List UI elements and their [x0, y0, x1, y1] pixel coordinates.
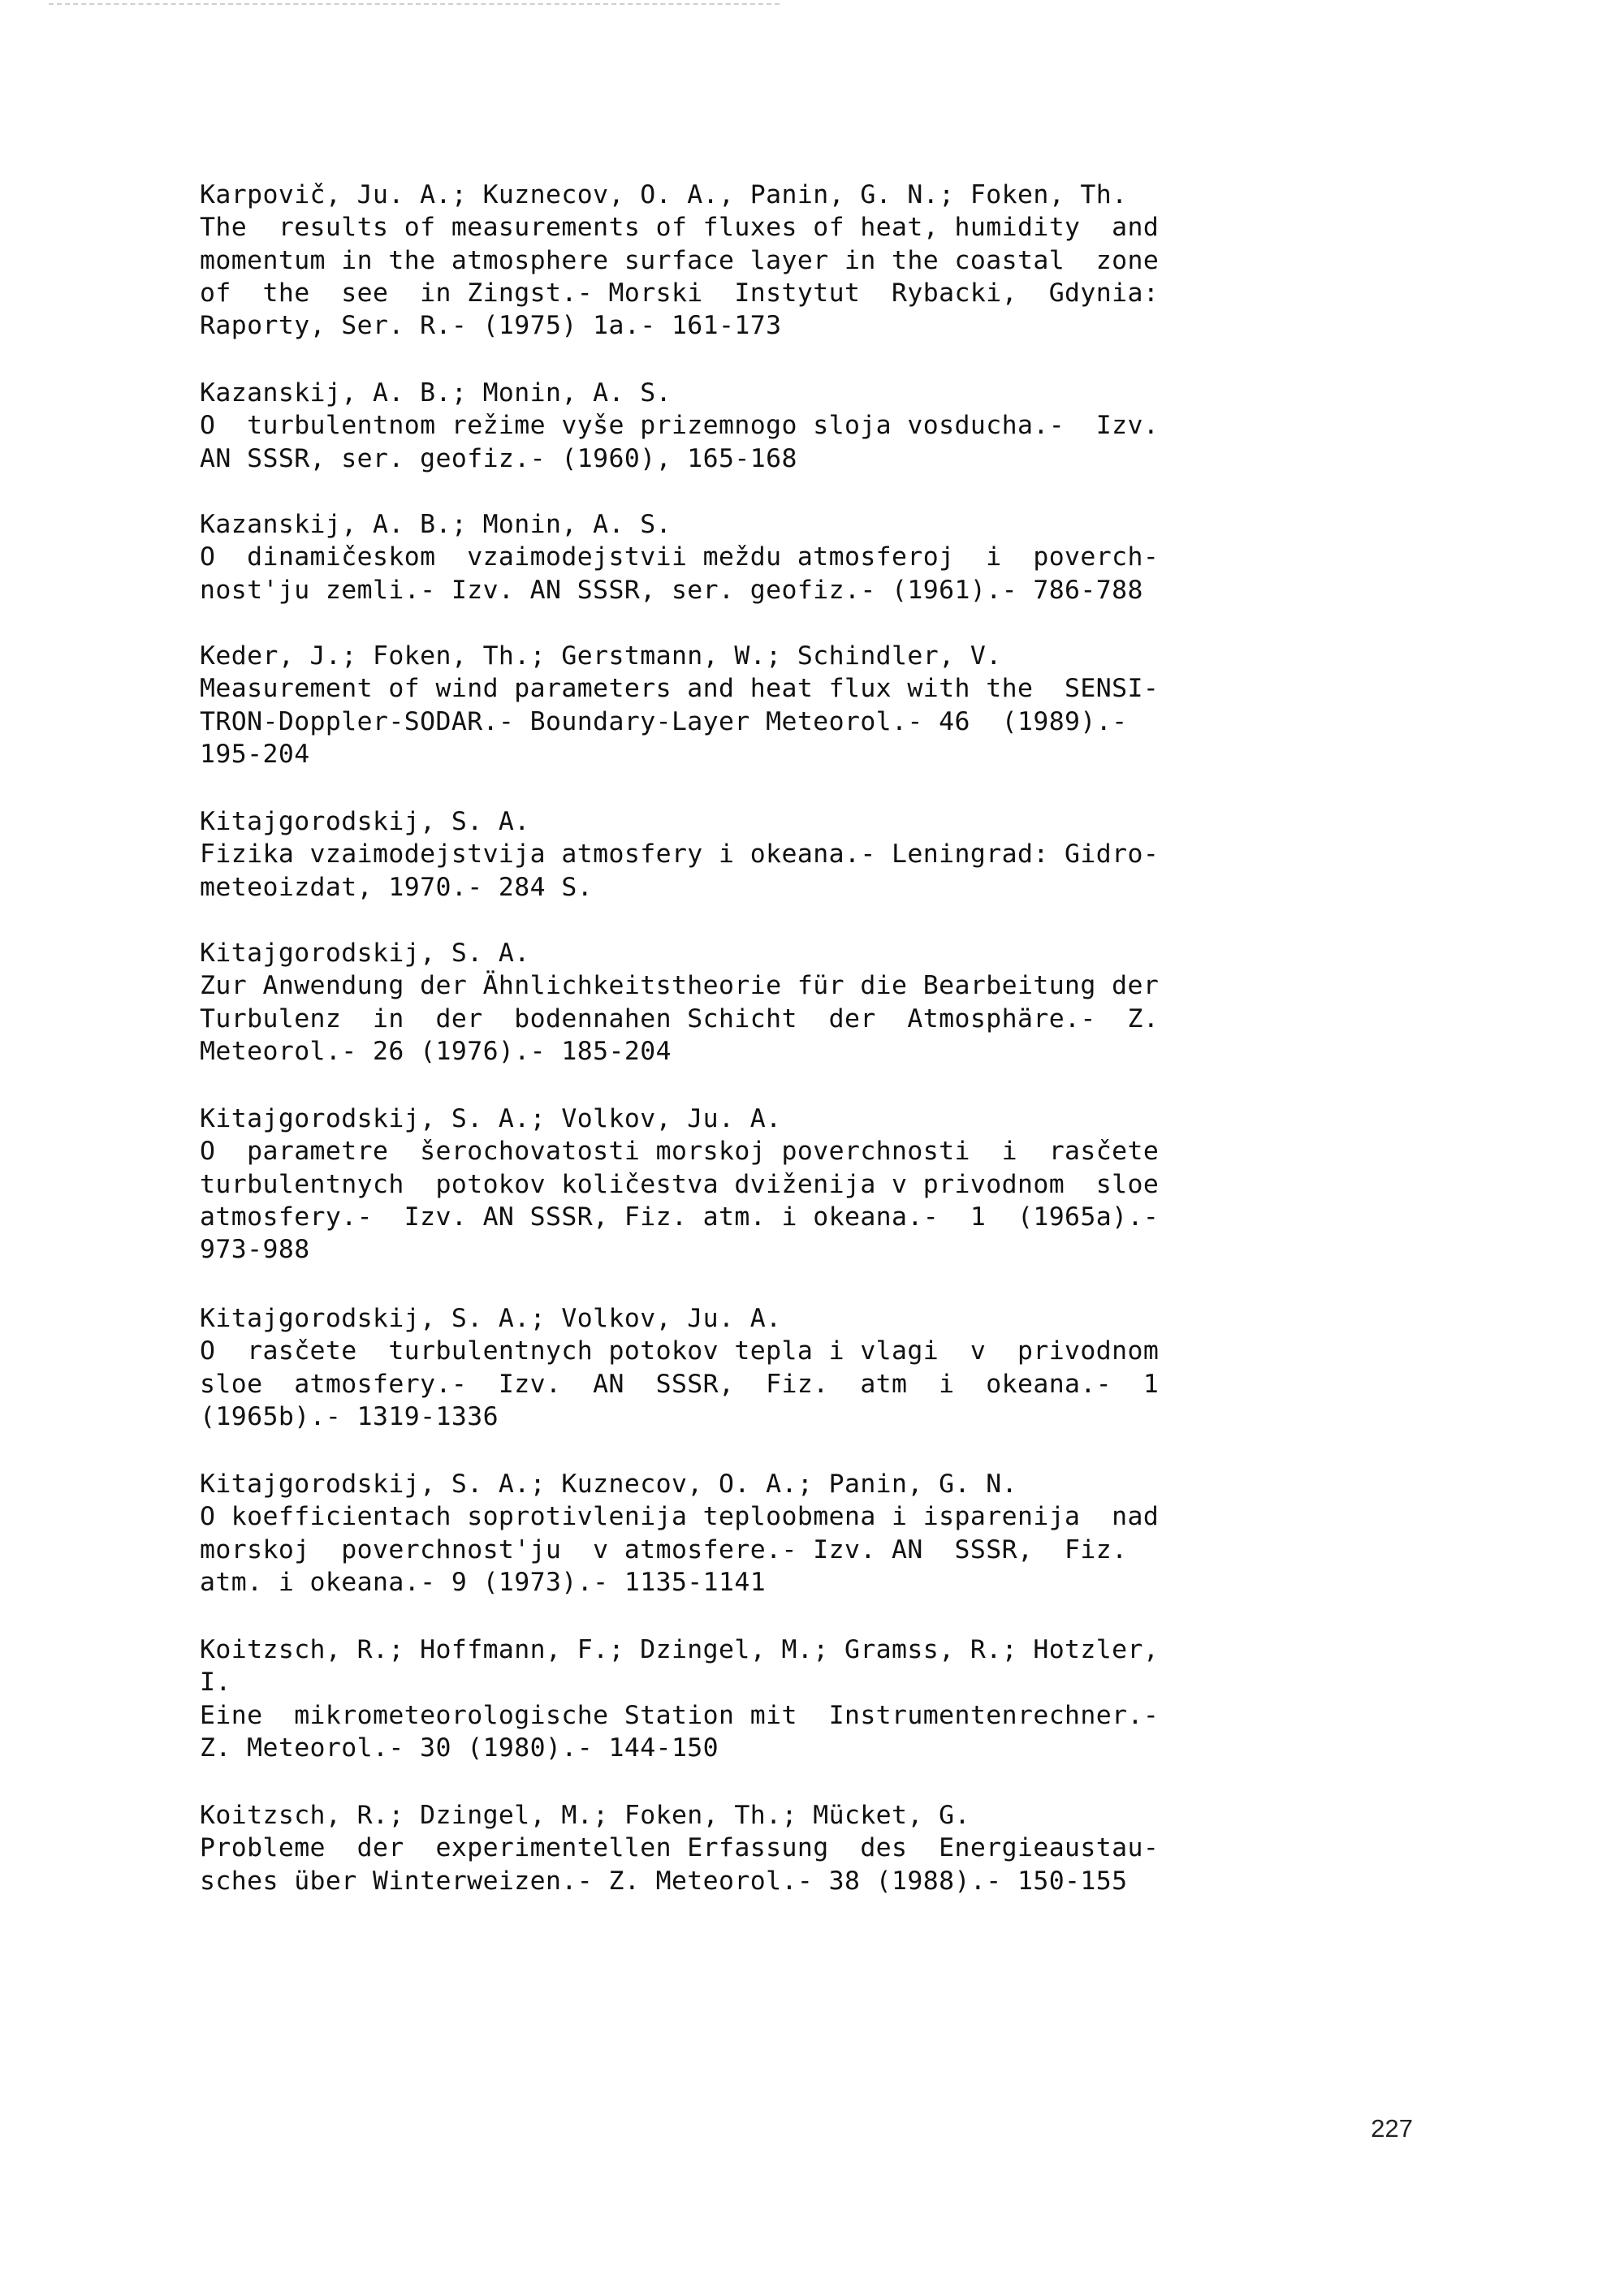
reference-line: of the see in Zingst.- Morski Instytut Rybacki, Gdynia:: [200, 278, 1160, 308]
reference-line: O rasčete turbulentnych potokov tepla i vlagi v privodnom: [200, 1336, 1160, 1366]
reference-entry: [200, 640, 1418, 770]
reference-line: Zur Anwendung der Ähnlichkeitstheorie für die Bearbeitung der: [200, 971, 1160, 1001]
reference-entry: [200, 508, 1418, 606]
reference-line: Kitajgorodskij, S. A.: [200, 807, 530, 836]
reference-line: atm. i okeana.- 9 (1973).- 1135-1141: [200, 1567, 767, 1597]
reference-entry: [200, 179, 1418, 342]
reference-line: Turbulenz in der bodennahen Schicht der Atmosphäre.- Z.: [200, 1003, 1160, 1034]
reference-line: nost'ju zemli.- Izv. AN SSSR, ser. geofiz.- (1961).- 786-788: [200, 575, 1143, 605]
reference-entry: [200, 377, 1418, 475]
reference-line: Koitzsch, R.; Dzingel, M.; Foken, Th.; Mücket, G.: [200, 1801, 970, 1830]
reference-line: AN SSSR, ser. geofiz.- (1960), 165-168: [200, 443, 797, 473]
reference-line: Kitajgorodskij, S. A.; Kuznecov, O. A.; Panin, G. N.: [200, 1470, 1017, 1499]
reference-line: Keder, J.; Foken, Th.; Gerstmann, W.; Schindler, V.: [200, 641, 1002, 671]
reference-line: meteoizdat, 1970.- 284 S.: [200, 872, 594, 902]
reference-line: O parametre šerochovatosti morskoj poverchnosti i rasčete: [200, 1137, 1160, 1167]
reference-line: I.: [200, 1668, 231, 1698]
reference-line: Probleme der experimentellen Erfassung des Energieaustau-: [200, 1833, 1160, 1863]
reference-line: Kitajgorodskij, S. A.; Volkov, Ju. A.: [200, 1104, 782, 1133]
scan-edge-artifact: [49, 3, 780, 7]
reference-line: Z. Meteorol.- 30 (1980).- 144-150: [200, 1733, 719, 1763]
reference-entry: [200, 937, 1418, 1068]
reference-entry: [200, 1302, 1418, 1433]
reference-line: Kitajgorodskij, S. A.: [200, 939, 530, 968]
reference-line: morskoj poverchnost'ju v atmosfere.- Izv. AN SSSR, Fiz.: [200, 1534, 1128, 1564]
reference-line: Measurement of wind parameters and heat flux with the SENSI-: [200, 674, 1160, 704]
reference-line: Kazanskij, A. B.; Monin, A. S.: [200, 510, 672, 539]
reference-line: Eine mikrometeorologische Station mit Instrumentenrechner.-: [200, 1700, 1160, 1730]
reference-line: sloe atmosfery.- Izv. AN SSSR, Fiz. atm i okeana.- 1: [200, 1369, 1160, 1399]
reference-line: TRON-Doppler-SODAR.- Boundary-Layer Meteorol.- 46 (1989).-: [200, 706, 1128, 736]
reference-line: O koefficientach soprotivlenija teploobmena i isparenija nad: [200, 1502, 1160, 1532]
page-number: 227: [1371, 2114, 1413, 2143]
reference-line: O turbulentnom režime vyše prizemnogo sloja vosducha.- Izv.: [200, 411, 1160, 441]
reference-entry: [200, 1799, 1418, 1897]
reference-line: O dinamičeskom vzaimodejstvii meždu atmosferoj i poverch-: [200, 542, 1160, 572]
reference-line: 195-204: [200, 739, 310, 769]
reference-line: Kazanskij, A. B.; Monin, A. S.: [200, 378, 672, 408]
reference-line: Fizika vzaimodejstvija atmosfery i okeana.- Leningrad: Gidro-: [200, 839, 1160, 870]
reference-line: (1965b).- 1319-1336: [200, 1401, 499, 1431]
reference-entry: [200, 1468, 1418, 1599]
reference-line: turbulentnych potokov količestva dviženija v privodnom sloe: [200, 1169, 1160, 1199]
reference-entry: [200, 1103, 1418, 1266]
reference-line: Kitajgorodskij, S. A.; Volkov, Ju. A.: [200, 1304, 782, 1333]
reference-entry: [200, 1634, 1418, 1764]
reference-line: Raporty, Ser. R.- (1975) 1a.- 161-173: [200, 311, 782, 341]
reference-line: Koitzsch, R.; Hoffmann, F.; Dzingel, M.; Gramss, R.; Hotzler,: [200, 1635, 1160, 1664]
reference-line: Karpovič, Ju. A.; Kuznecov, O. A., Panin, G. N.; Foken, Th.: [200, 180, 1128, 209]
reference-entry: [200, 805, 1418, 904]
reference-line: The results of measurements of fluxes of heat, humidity and: [200, 213, 1160, 243]
reference-line: 973-988: [200, 1235, 310, 1265]
reference-line: momentum in the atmosphere surface layer in the coastal zone: [200, 245, 1160, 275]
reference-line: sches über Winterweizen.- Z. Meteorol.- 38 (1988).- 150-155: [200, 1866, 1128, 1896]
reference-line: Meteorol.- 26 (1976).- 185-204: [200, 1036, 672, 1066]
reference-line: atmosfery.- Izv. AN SSSR, Fiz. atm. i okeana.- 1 (1965a).-: [200, 1202, 1160, 1232]
